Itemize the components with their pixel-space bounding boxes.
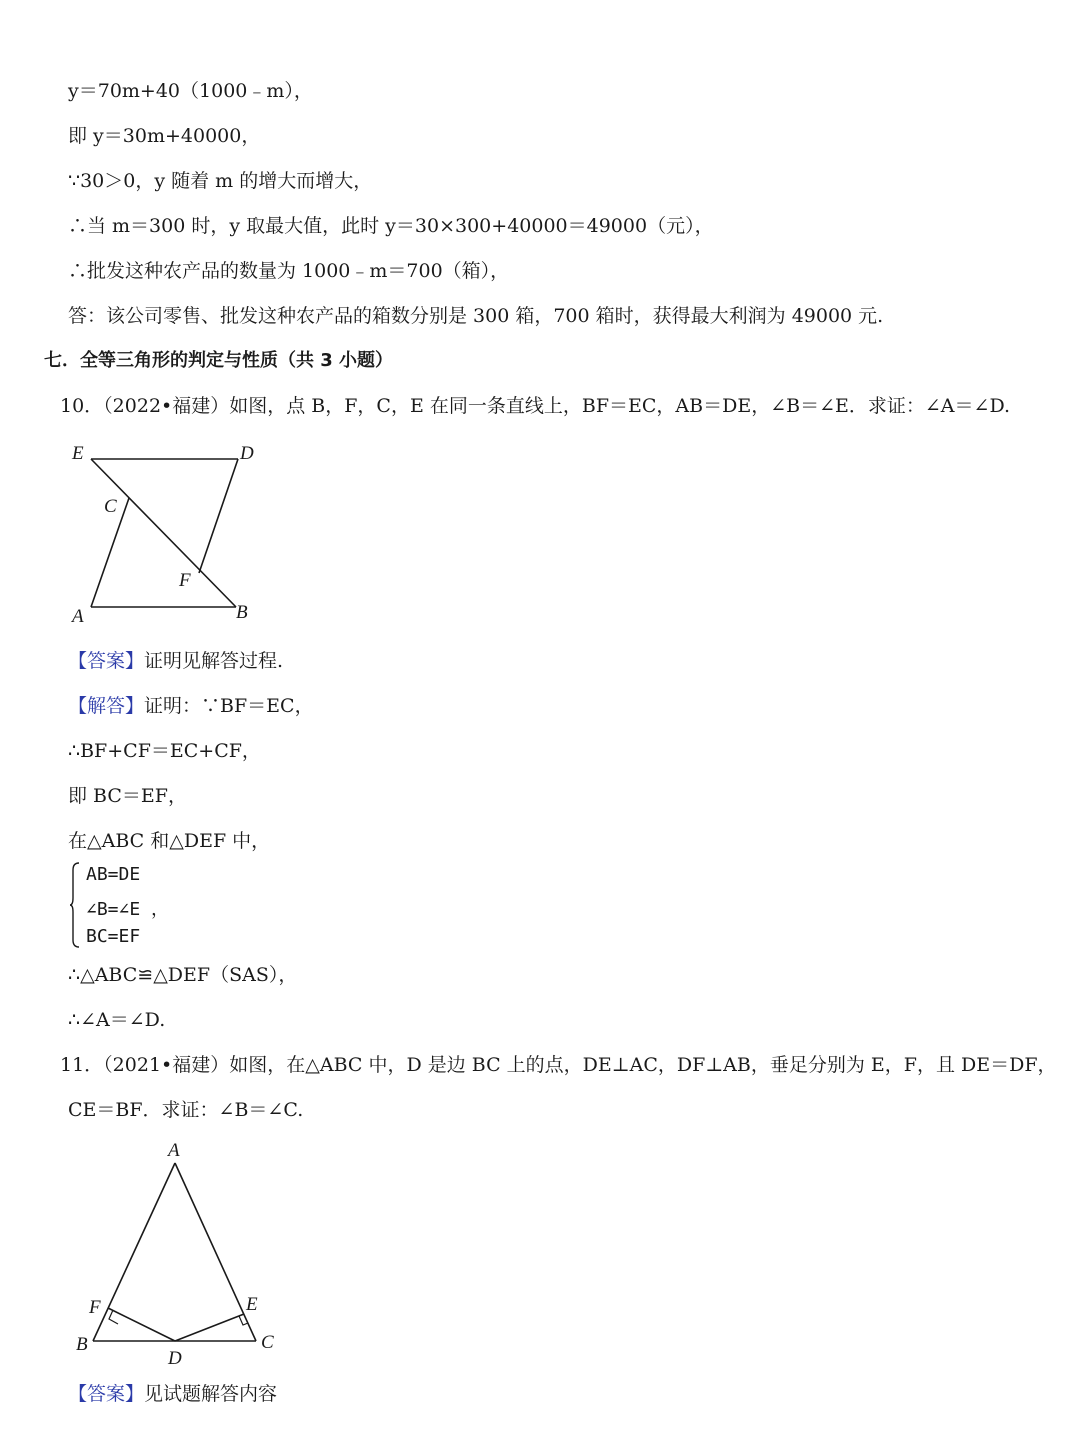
conclusion-line: ∴∠A＝∠D. bbox=[68, 1009, 166, 1031]
question-11-text: 11．（2021•福建）如图，在△ABC 中，D 是边 BC 上的点，DE⊥AC，DF⊥AB，垂足分别为 E，F，且 DE＝DF， bbox=[60, 1054, 1057, 1076]
solution-line: 在△ABC 和△DEF 中， bbox=[68, 830, 271, 852]
answer-text: 证明见解答过程. bbox=[144, 650, 284, 672]
label-D: D bbox=[240, 443, 254, 464]
solution-line: ∴BF+CF＝EC+CF， bbox=[68, 740, 261, 762]
label-D: D bbox=[168, 1348, 182, 1369]
system-line: BC=EF bbox=[86, 926, 141, 947]
solution-line: ∴当 m＝300 时，y 取最大值，此时 y＝30×300+40000＝49000（元）， bbox=[68, 215, 714, 237]
solution-line: ∵30＞0，y 随着 m 的增大而增大， bbox=[68, 170, 373, 192]
label-B: B bbox=[236, 602, 248, 623]
equation-system bbox=[70, 860, 210, 952]
label-A: A bbox=[168, 1140, 180, 1161]
question-11-text-cont: CE＝BF．求证：∠B＝∠C. bbox=[68, 1099, 304, 1121]
solution-first-line bbox=[68, 693, 314, 719]
label-F: F bbox=[179, 570, 191, 591]
solution-line: ∴批发这种农产品的数量为 1000﹣m＝700（箱）， bbox=[68, 260, 510, 282]
label-E: E bbox=[72, 443, 84, 464]
label-A: A bbox=[72, 606, 84, 627]
answer-text: 见试题解答内容 bbox=[144, 1383, 278, 1405]
left-brace-icon bbox=[70, 862, 80, 948]
answer-tag: 【答案】 bbox=[68, 650, 145, 672]
answer-line bbox=[68, 648, 283, 674]
solution-text: 证明：∵BF＝EC， bbox=[144, 695, 314, 717]
solution-line: 即 y＝30m+40000， bbox=[68, 125, 261, 147]
answer-line: 答：该公司零售、批发这种农产品的箱数分别是 300 箱，700 箱时，获得最大利润为 49000 元. bbox=[68, 305, 884, 327]
section-heading: 七．全等三角形的判定与性质（共 3 小题） bbox=[44, 350, 394, 371]
system-line: ∠B=∠E ， bbox=[86, 899, 170, 920]
label-F: F bbox=[89, 1297, 101, 1318]
solution-line: 即 BC＝EF， bbox=[68, 785, 187, 807]
solution-line: y＝70m+40（1000﹣m）， bbox=[68, 80, 313, 102]
answer-tag: 【答案】 bbox=[68, 1383, 145, 1405]
figure-q10 bbox=[60, 435, 280, 635]
conclusion-line: ∴△ABC≌△DEF（SAS）， bbox=[68, 964, 298, 986]
label-B: B bbox=[76, 1334, 88, 1355]
solution-tag: 【解答】 bbox=[68, 695, 145, 717]
question-10-text: 10．（2022•福建）如图，点 B，F，C，E 在同一条直线上，BF＝EC，AB＝DE，∠B＝∠E．求证：∠A＝∠D. bbox=[60, 395, 1011, 417]
label-E: E bbox=[246, 1294, 258, 1315]
answer-line bbox=[68, 1381, 277, 1407]
label-C: C bbox=[261, 1332, 274, 1353]
system-line: AB=DE bbox=[86, 864, 141, 885]
label-C: C bbox=[104, 496, 117, 517]
figure-q11 bbox=[60, 1135, 300, 1370]
